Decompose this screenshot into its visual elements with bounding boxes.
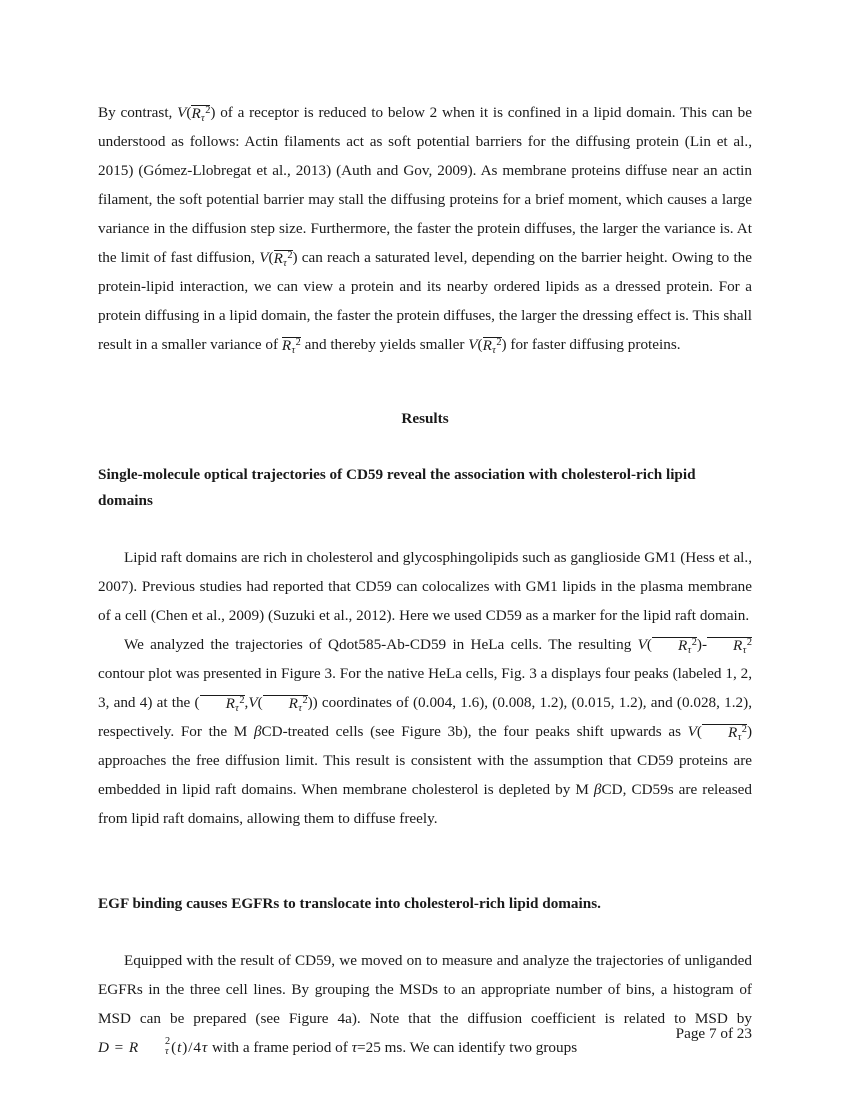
math-open-paren-7: (: [696, 723, 702, 740]
math-overline-group-5: [652, 637, 697, 656]
spacer-after-results: [98, 433, 752, 462]
math-two-sup-9: 2: [741, 724, 747, 736]
math-tau-sub-4: τ: [492, 344, 496, 356]
spacer-after-subsection-1: [98, 514, 752, 543]
math-coordinate-pair: [194, 694, 318, 714]
math-close-paren-2: ): [292, 249, 298, 266]
math-variance-of-msd-5: [687, 723, 752, 743]
math-R-1: R: [191, 105, 201, 122]
math-tau-sub-7: τ: [235, 702, 239, 714]
p1-text-d: and thereby yields smaller: [300, 336, 469, 353]
math-open-paren-3: (: [477, 336, 483, 353]
math-R-2: R: [273, 250, 283, 267]
math-R-4: R: [482, 337, 492, 354]
spacer-before-subsection-2: [98, 833, 752, 891]
math-two-sup-5: 2: [691, 637, 697, 649]
math-msd-bar-2: [707, 636, 752, 656]
math-overline-group-6: [707, 637, 752, 656]
math-tau-sub-9: τ: [737, 731, 742, 743]
math-two-sup-4: 2: [496, 337, 502, 349]
paragraph-lipid-raft: Lipid raft domains are rich in cholesterol and glycosphingolipids such as ganglioside GM1 (Hess et al., 2007). Previous studies had reported that CD59 can colocalizes with GM1 lipids in the plasma membrane of a cell (Chen et al., 2009) (Suzuki et al., 2012). Here we used CD59 as a marker for the lipid raft domain.: [98, 549, 752, 624]
math-beta-1: β: [253, 723, 262, 740]
math-close-paren-1: ): [210, 104, 216, 121]
document-page: [98, 98, 753, 1058]
p1-text-c: can reach a saturated level, depending on the barrier height. Owing to the protein-lipid interaction, we can view a protein and its nearby ordered lipids as a dressed protein. For a protein diffusing in a lipid domain, the faster the protein diffuses, the larger the dressing effect is. This shall result in a smaller variance of: [98, 249, 752, 353]
math-R-6: R: [733, 637, 743, 654]
math-two-sup-3: 2: [295, 337, 301, 349]
paragraph-by-contrast: [98, 98, 752, 359]
math-close-paren-4: ): [696, 636, 702, 653]
math-comma-1: ,: [244, 694, 249, 711]
math-overline-group-7: [200, 695, 245, 714]
section-heading-results: Results: [401, 410, 449, 427]
p3-text-g: CD, CD59s are released from lipid raft domains, allowing them to diffuse freely.: [98, 781, 753, 827]
math-open-paren-5: (: [194, 694, 200, 711]
p3-text-c: contour plot was presented in Figure 3. For the native HeLa cells, Fig. 3 a displays four peaks (labeled 1, 2, 3, and 4) at the: [98, 665, 752, 711]
math-close-paren-6: ): [312, 694, 318, 711]
math-tau-sub-3: τ: [291, 344, 296, 356]
math-R-9: R: [727, 724, 738, 741]
p4-text-a: Equipped with the result of CD59, we moved on to measure and analyze the trajectories of unliganded EGFRs in the three cell lines. By grouping the MSDs to an appropriate number of bins, a histogram of MSD can be prepared (see Figure 4a). Note that the diffusion coefficient is related to MSD by: [98, 952, 752, 1027]
math-close-paren-8: ): [182, 1039, 189, 1056]
p3-text-e: CD-treated cells (see Figure 3b), the four peaks shift upwards as: [261, 723, 688, 740]
math-msd-bar-1: [281, 336, 301, 356]
math-slash: /: [188, 1039, 194, 1056]
math-V-6: V: [687, 723, 697, 740]
math-R-3: R: [281, 337, 292, 354]
math-tau-sub-10: τ: [165, 1046, 170, 1058]
math-V-4: V: [637, 636, 647, 653]
math-beta-2: β: [593, 781, 602, 798]
math-R-5: R: [677, 637, 688, 654]
math-variance-of-msd-4: [637, 636, 702, 656]
math-overline-group-3: [282, 337, 301, 356]
math-close-paren-5: ): [307, 694, 313, 711]
math-overline-group-8: [263, 695, 308, 714]
math-open-paren-6: (: [257, 694, 263, 711]
math-overline-group-9: [702, 724, 747, 743]
subsection-heading-egf: EGF binding causes EGFRs to translocate into cholesterol-rich lipid domains.: [98, 895, 601, 912]
p4-text-b: with a frame period of: [208, 1039, 352, 1056]
spacer-after-subsection-2: [98, 917, 752, 946]
math-tau-1: τ: [201, 1039, 209, 1056]
paragraph-we-analyzed: [98, 630, 752, 833]
math-two-sup-6: 2: [746, 637, 752, 649]
math-close-paren-3: ): [501, 336, 507, 353]
math-variance-of-msd-3: [468, 336, 507, 356]
math-variance-of-msd-1: [177, 104, 216, 124]
p3-text-d: coordinates of (0.004, 1.6), (0.008, 1.2), (0.015, 1.2), and (0.028, 1.2), respectively. For the M: [98, 694, 752, 740]
math-tau-sub-2: τ: [283, 257, 287, 269]
p3-text-b: -: [701, 636, 708, 653]
subsection-heading-cd59: Single-molecule optical trajectories of CD59 reveal the association with cholesterol-rich lipid domains: [98, 466, 696, 509]
math-R-7: R: [225, 695, 235, 712]
math-tau-sub-6: τ: [742, 644, 747, 656]
p1-text-a: By contrast,: [98, 104, 178, 121]
math-open-paren-8: (: [171, 1039, 178, 1056]
math-V-5: V: [248, 694, 258, 711]
p3-text-a: We analyzed the trajectories of Qdot585-Ab-CD59 in HeLa cells. The resulting: [124, 636, 638, 653]
math-four: 4: [193, 1039, 202, 1056]
math-tau-sub-1: τ: [201, 112, 205, 124]
math-R-8: R: [288, 695, 298, 712]
math-open-paren-1: (: [186, 104, 192, 121]
page-footer: Page 7 of 23: [675, 1025, 752, 1042]
p1-text-b: of a receptor is reduced to below 2 when it is confined in a lipid domain. This can be understood as follows: Actin filaments act as soft potential barriers for the diffusing protein (Lin et al., 2015) (Gómez-Llobregat et al., 2013) (Auth and Gov, 2009). As membrane proteins diffuse near an actin filament, the soft potential barrier may stall the diffusing proteins for a brief moment, which causes a large variance in the diffusion step size. Furthermore, the faster the protein diffuses, the larger the variance is. At the limit of fast diffusion,: [98, 104, 752, 266]
math-open-paren-4: (: [646, 636, 652, 653]
math-tau-sub-8: τ: [298, 702, 302, 714]
math-open-paren-2: (: [268, 249, 274, 266]
math-overline-group-4: [483, 337, 502, 356]
math-R-10: R: [128, 1039, 140, 1056]
math-two-sup-10: 2: [165, 1035, 172, 1047]
math-equals: =: [114, 1039, 125, 1056]
math-tau-sub-5: τ: [687, 644, 692, 656]
math-overline-group-2: [274, 250, 293, 269]
math-two-sup-8: 2: [302, 695, 308, 707]
math-close-paren-7: ): [746, 723, 752, 740]
math-two-sup-2: 2: [287, 250, 293, 262]
math-t-var: t: [177, 1039, 183, 1056]
math-overline-group-1: [191, 105, 210, 124]
math-two-sup-7: 2: [239, 695, 245, 707]
spacer-before-results: [98, 359, 752, 404]
p4-text-c: =25 ms. We can identify two groups: [357, 1039, 578, 1056]
math-V-3: V: [468, 336, 478, 353]
p3-text-f: approaches the free diffusion limit. This result is consistent with the assumption that CD59 proteins are embedded in lipid raft domains. When membrane cholesterol is depleted by M: [98, 752, 752, 798]
math-D: D: [98, 1039, 110, 1056]
math-V-1: V: [177, 104, 187, 121]
math-variance-of-msd-2: [259, 249, 298, 269]
math-V-2: V: [259, 249, 269, 266]
p1-text-e: for faster diffusing proteins.: [506, 336, 681, 353]
math-two-sup-1: 2: [205, 105, 211, 117]
math-tau-2: τ: [351, 1039, 358, 1056]
